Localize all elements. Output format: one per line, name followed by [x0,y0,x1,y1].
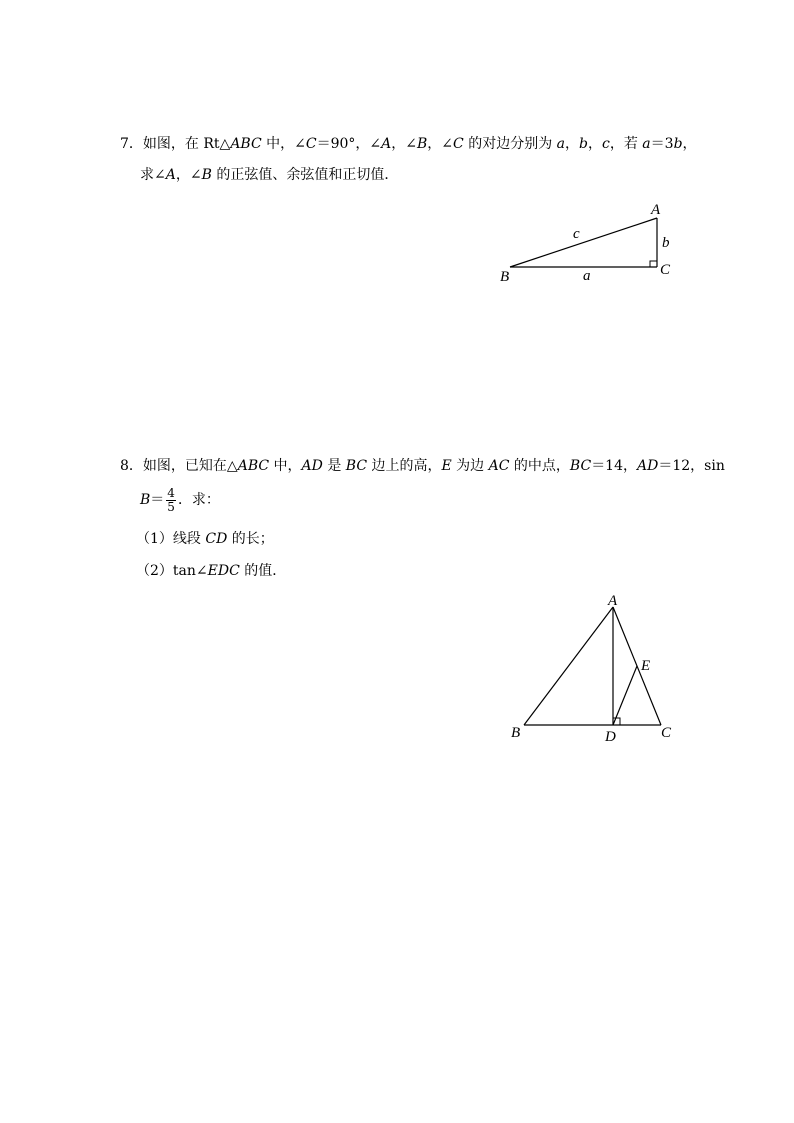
q8-text: 的值． [239,563,287,579]
q8-label-C: C [661,725,672,741]
q8-fraction-denominator: 5 [167,499,175,514]
q8-var: EDC [207,563,240,579]
q7-label-C: C [660,262,671,278]
q7-text: ， [587,136,602,152]
q7-label-B: B [500,269,510,285]
q8-text: （1）线段 [136,531,206,547]
q8-var: AC [488,458,510,474]
q7-text: ，∠ [391,136,417,152]
q8-var: B [140,492,151,508]
q7-text: ＝3 [650,136,674,152]
q8-label-E: E [641,658,651,674]
q7-text: 求∠ [140,167,166,183]
q7-var: c [601,136,610,152]
q8-text: 的中点， [509,458,570,474]
q7-var: C [453,136,464,152]
q7-label-A: A [651,202,661,218]
q8-segment-DE [613,666,637,725]
q8-number: 8． [120,458,143,474]
q8-text: 边上的高， [367,458,442,474]
q7-var: A [381,136,392,152]
q7-label-c: c [573,226,580,242]
q8-var: CD [205,531,228,547]
q8-var: AD [637,458,659,474]
q8-var: ABC [237,458,270,474]
q8-text: 的长； [227,531,274,547]
q7-var: A [165,167,176,183]
q8-var: E [441,458,452,474]
q7-var: ABC [230,136,262,152]
q7-var: b [579,136,588,152]
q7-var: B [417,136,428,152]
q8-fraction-numerator: 4 [167,485,175,500]
q8-side-AB [524,607,613,725]
q7-text: ，∠ [427,136,454,152]
q7-var: a [556,136,566,152]
q7-number: 7． [120,136,143,152]
q8-text: （2）tan∠ [136,563,208,579]
q7-text: ， [565,136,580,152]
q7-text: ， [682,136,697,152]
q7-text: 的正弦值、余弦值和正切值． [211,167,399,183]
q8-var: BC [345,458,368,474]
q7-label-b: b [662,235,670,251]
q8-var: AD [301,458,323,474]
q8-text: ＝14， [591,458,638,474]
q8-text: ＝12，sin [658,458,725,474]
q8-label-D: D [605,729,616,745]
q7-text: ，若 [609,136,643,152]
q8-label-B: B [511,725,521,741]
q7-text: 中，∠ [261,136,306,152]
q7-text: ＝90°，∠ [316,136,382,152]
q8-text: 是 [322,458,346,474]
q8-var: BC [569,458,592,474]
q7-var: b [673,136,683,152]
q7-label-a: a [583,268,591,284]
q8-text: ＝ [150,492,165,508]
q7-var: a [642,136,651,152]
q7-text: 如图，在 Rt△ [142,136,231,152]
q8-text: 如图，已知在△ [142,458,238,474]
q7-var: C [305,136,317,152]
q7-var: B [201,167,212,183]
q8-text: ．求： [177,492,220,508]
q7-text: ，∠ [175,167,202,183]
q8-text: 为边 [451,458,489,474]
q8-text: 中， [269,458,302,474]
q7-text: 的对边分别为 [463,136,557,152]
q8-label-A: A [608,593,618,609]
